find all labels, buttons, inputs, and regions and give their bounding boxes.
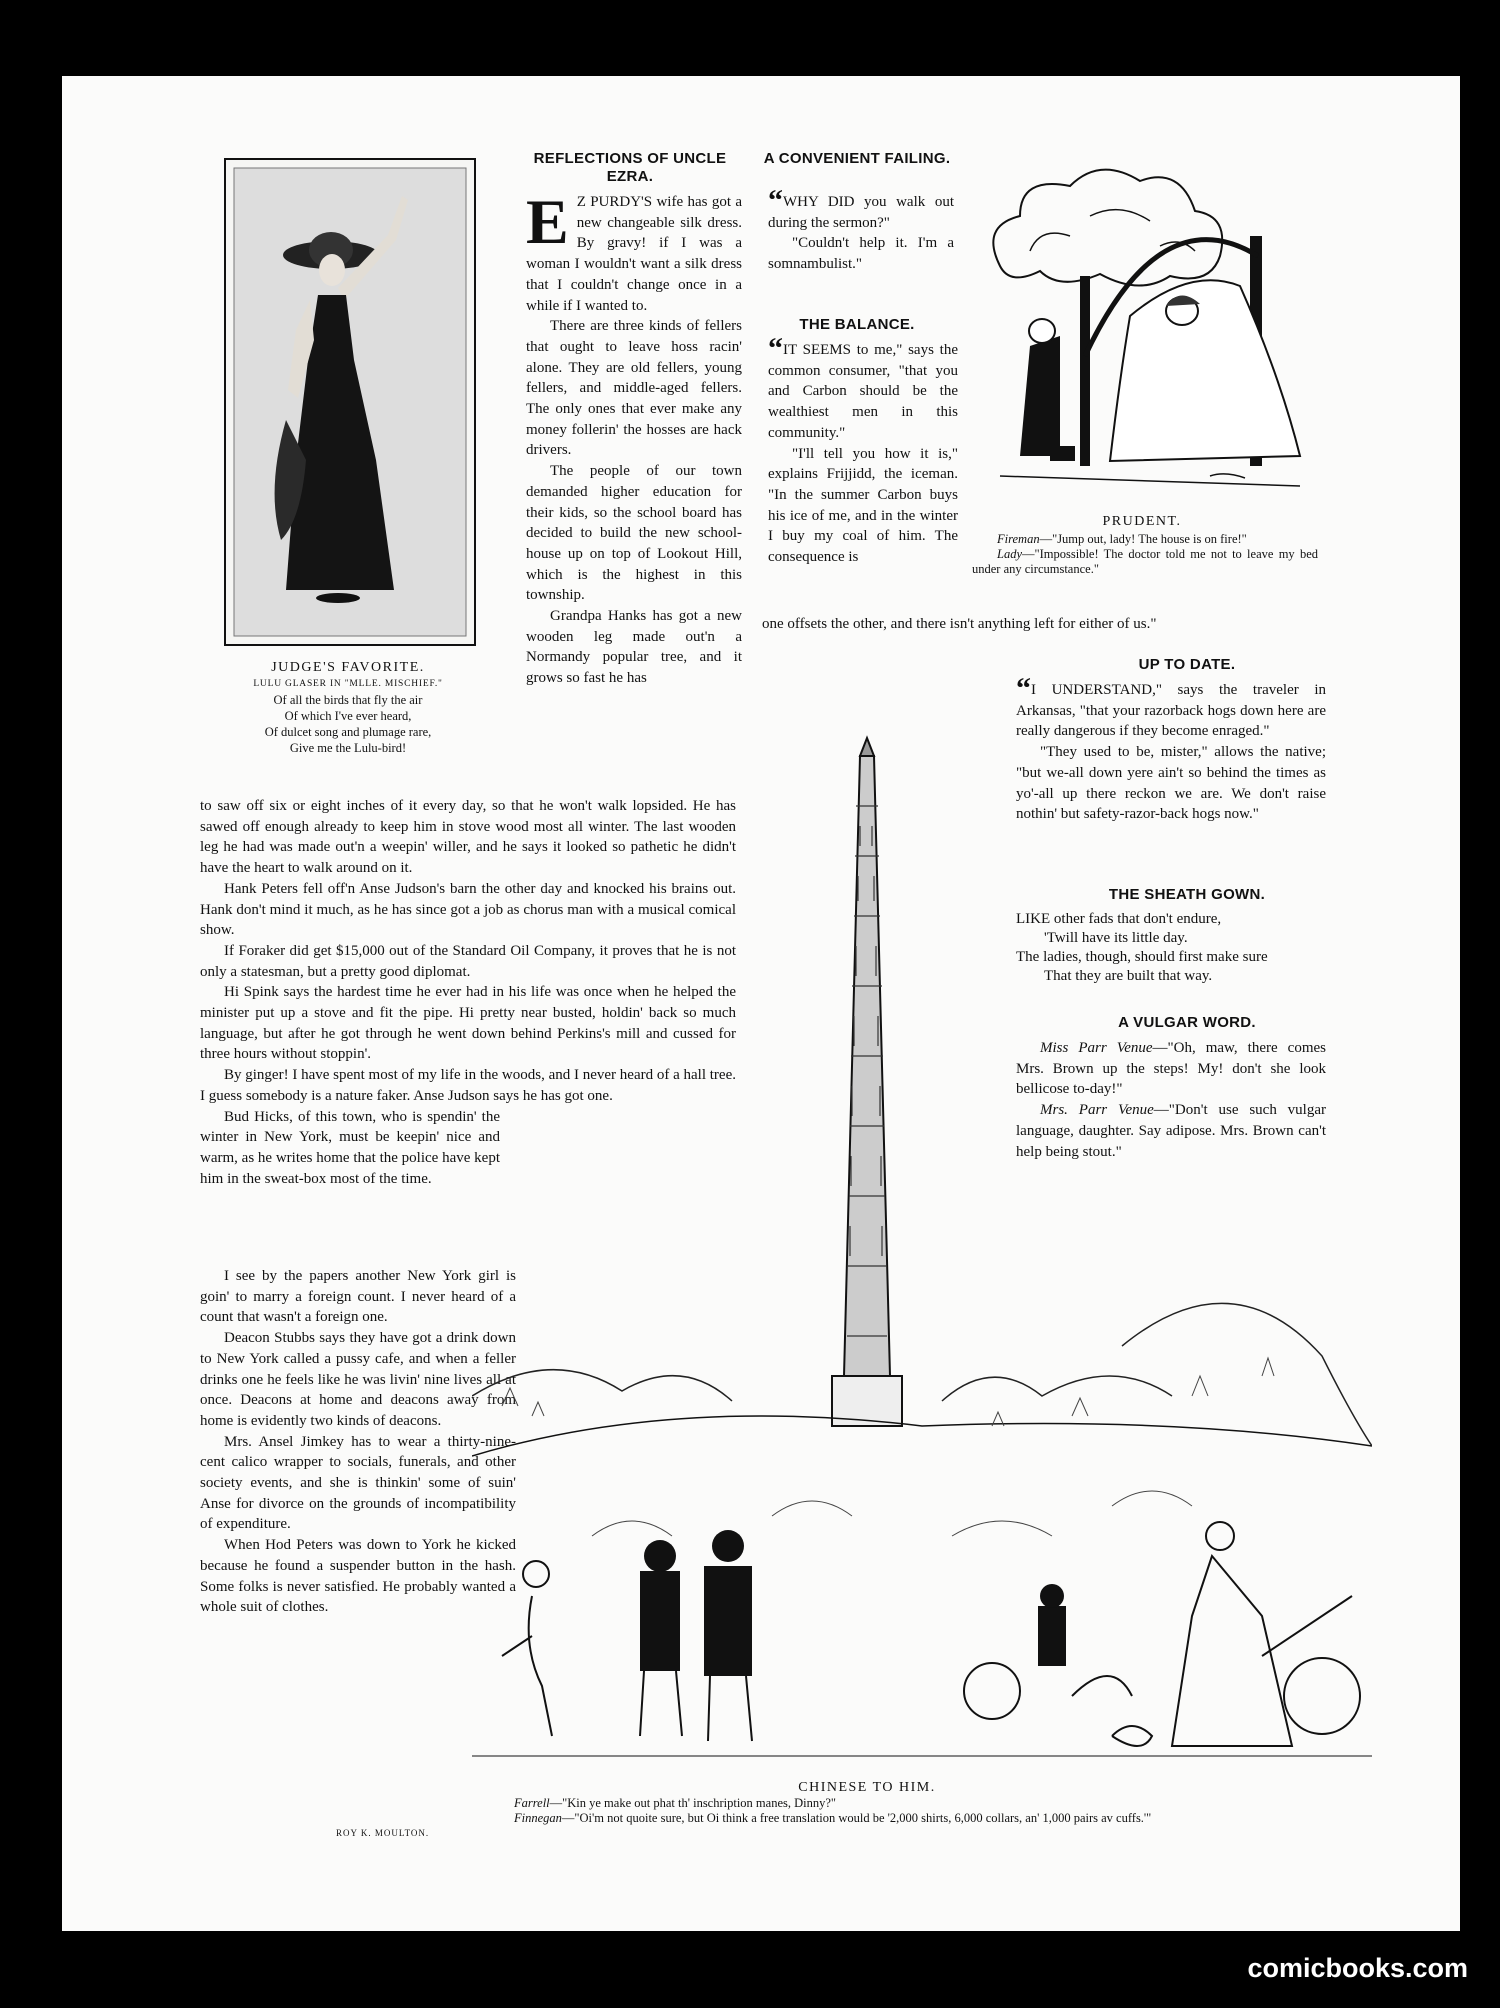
ezra-paragraph: Grandpa Hanks has got a new wooden leg made out'n a Normandy popular tree, and it grows so fast he has <box>526 608 742 687</box>
prudent-speaker: Fireman <box>997 532 1040 546</box>
uptodate-heading: UP TO DATE. <box>1138 656 1236 673</box>
vulgar-heading: A VULGAR WORD. <box>1118 1014 1256 1031</box>
photo-verse-line: Give me the Lulu-bird! <box>289 741 407 755</box>
prudent-caption: Fireman—"Jump out, lady! The house is on fire!" Lady—"Impossible! The doctor told me not to leave my bed under any circumstance." <box>972 532 1318 576</box>
prudent-caption-title: PRUDENT. <box>1102 514 1182 529</box>
ezra-heading: REFLECTIONS OF UNCLE EZRA. <box>533 150 727 185</box>
sheath-line: The ladies, though, should first make sure <box>1016 949 1268 965</box>
uptodate-text <box>1016 672 1326 825</box>
obelisk-illustration <box>472 656 1372 1836</box>
ezra-paragraph: Hank Peters fell off'n Anse Judson's barn the other day and knocked his brains out. Hank don't mind it much, as he has since got a job as chorus man with a musical comical show. <box>200 880 736 939</box>
vulgar-speaker: Miss Parr Venue <box>1040 1040 1153 1056</box>
opening-quote: “ <box>768 184 783 217</box>
vulgar-line: "Don't use such vulgar language, daughter. Say adipose. Mrs. Brown can't help being stout." <box>1016 1102 1327 1160</box>
ezra-paragraph: If Foraker did get $15,000 out of the Standard Oil Company, it proves that he is not only a statesman, but a pretty good diplomat. <box>200 942 736 980</box>
opening-quote: “ <box>768 332 783 365</box>
uptodate-paragraph: I UNDERSTAND," says the traveler in Arkansas, "that your razorback hogs down here are really dangerous if they become enraged." <box>1016 682 1326 740</box>
prudent-line: "Impossible! The doctor told me not to leave my bed under any circumstance." <box>972 547 1318 576</box>
ezra-column-upper <box>526 186 742 689</box>
sheath-verse <box>1016 910 1326 986</box>
sheath-line: 'Twill have its little day. <box>1044 930 1188 946</box>
photo-verse-line: Of all the birds that fly the air <box>273 693 423 707</box>
ezra-paragraph: Hi Spink says the hardest time he ever had in his life was once when he helped the minister put up a stove and fit the pipe. Hi pretty near busted, holdin' back so much language, but after he got through he went down behind Perkins's mill and cussed for three hours without stoppin'. <box>200 984 736 1063</box>
vulgar-speaker: Mrs. Parr Venue <box>1040 1102 1154 1119</box>
photo-caption <box>212 660 484 756</box>
convenient-answer: "Couldn't help it. I'm a somnambulist." <box>768 235 954 273</box>
convenient-question: WHY DID you walk out during the sermon?" <box>768 194 954 231</box>
balance-heading: THE BALANCE. <box>799 316 915 333</box>
balance-paragraph: IT SEEMS to me," says the common consumer, "that you and Carbon should be the wealthiest men in this community." <box>768 342 958 441</box>
convenient-text <box>768 184 954 275</box>
sheath-heading: THE SHEATH GOWN. <box>1108 886 1266 903</box>
ezra-paragraph: The people of our town demanded higher education for their kids, so the school board has decided to build the new school-house up on top of Lookout Hill, which is the highest in this township. <box>526 463 742 604</box>
chinese-caption: Farrell—"Kin ye make out phat th' inschription manes, Dinny?" Finnegan—"Oi'm not quoite sure, but Oi think a free translation would be '2,000 shirts, 6,000 collars, an' 1,000 pairs av cuffs.'" <box>514 1796 1152 1825</box>
prudent-speaker: Lady <box>997 547 1022 561</box>
actress-figure-drawing <box>226 160 474 644</box>
ezra-dropcap: E <box>526 186 569 257</box>
chinese-speaker: Finnegan <box>514 1811 562 1825</box>
photo-verse-line: Of dulcet song and plumage rare, <box>264 725 432 739</box>
actress-photo <box>224 158 476 646</box>
chinese-line: "Kin ye make out phat th' inschription manes, Dinny?" <box>562 1796 837 1810</box>
chinese-line: "Oi'm not quoite sure, but Oi think a free translation would be '2,000 shirts, 6,000 collars, an' 1,000 pairs av cuffs.'" <box>574 1811 1152 1825</box>
chinese-speaker: Farrell <box>514 1796 550 1810</box>
ezra-paragraph: to saw off six or eight inches of it every day, so that he won't walk lopsided. He has sawed off enough already to keep him in stove wood most all winter. The last wooden leg he had was made out'n a weepin' willer, and he says it looked so pathetic he didn't have the heart to walk around on it. <box>200 798 736 877</box>
photo-caption-title: JUDGE'S FAVORITE. <box>271 660 425 675</box>
ezra-paragraph: Deacon Stubbs says they have got a drink down to New York called a pussy cafe, and when a feller drinks one he feels like he was livin' nine lives all at once. Deacons at home and deacons away from home is evidently two kinds of deacons. <box>200 1330 516 1429</box>
sheath-line: That they are built that way. <box>1044 968 1213 984</box>
ezra-paragraph: Bud Hicks, of this town, who is spendin' the winter in New York, must be keepin' nice and warm, as he writes home that the police have kept him in the sweat-box most of the time. <box>200 1108 500 1187</box>
ezra-paragraph: Z PURDY'S wife has got a new changeable silk dress. By gravy! if I was a woman I wouldn't want a silk dress that I couldn't change once in a while if I wanted to. <box>526 194 742 314</box>
prudent-line: "Jump out, lady! The house is on fire!" <box>1052 532 1247 546</box>
ezra-paragraph: By ginger! I have spent most of my life in the woods, and I never heard of a hall tree. I guess somebody is a nature faker. Anse Judson says he has got one. <box>200 1067 736 1104</box>
vulgar-line: "Oh, maw, there comes Mrs. Brown up the steps! My! don't she look bellicose to-day!" <box>1016 1040 1326 1098</box>
ezra-column-narrow <box>200 1266 516 1618</box>
balance-text <box>768 332 958 568</box>
balance-conclusion: one offsets the other, and there isn't anything left for either of us." <box>762 616 1157 632</box>
magazine-page <box>62 76 1460 1931</box>
ezra-paragraph: Mrs. Ansel Jimkey has to wear a thirty-nine-cent calico wrapper to socials, funerals, and other society events, and she is thinkin' some of suin' Anse for divorce on the grounds of incompatibility of expenditure. <box>200 1433 516 1533</box>
photo-verse-line: Of which I've ever heard, <box>284 709 412 723</box>
ezra-paragraph: When Hod Peters was down to York he kicked because he found a suspender button in the hash. Some folks is never satisfied. He probably wanted a whole suit of clothes. <box>200 1537 516 1616</box>
prudent-cartoon <box>980 156 1310 496</box>
uptodate-paragraph: "They used to be, mister," allows the native; "but we-all down yere ain't so behind the times as yo'-all up there reckon we are. We don't raise nothin' but safety-razor-back hogs now." <box>1016 744 1326 823</box>
obelisk-scene-drawing <box>472 656 1372 1836</box>
ezra-paragraph: There are three kinds of fellers that ought to leave hoss racin' alone. They are old fellers, young fellers, and middle-aged fellers. The only ones that ever make any money follerin' the hosses are hack drivers. <box>526 318 742 459</box>
opening-quote: “ <box>1016 672 1031 705</box>
chinese-caption-title: CHINESE TO HIM. <box>798 1780 936 1795</box>
ezra-signature: ROY K. MOULTON. <box>336 1828 430 1838</box>
convenient-heading: A CONVENIENT FAILING. <box>763 150 951 167</box>
site-watermark: comicbooks.com <box>1247 1953 1468 1983</box>
ezra-paragraph: I see by the papers another New York girl is goin' to marry a foreign count. I never heard of a count that wasn't a foreign one. <box>200 1268 516 1326</box>
balance-paragraph: "I'll tell you how it is," explains Frijjidd, the iceman. "In the summer Carbon buys his ice of me, and in the winter I buy my coal of him. The consequence is <box>768 445 958 566</box>
vulgar-text: Miss Parr Venue—"Oh, maw, there comes Mrs. Brown up the steps! My! don't she look bellicose to-day!" Mrs. Parr Venue—"Don't use such vulgar language, daughter. Say adipose. Mrs. Brown can't help being stout." <box>1016 1040 1327 1160</box>
photo-caption-subtitle: LULU GLASER IN "MLLE. MISCHIEF." <box>253 679 443 689</box>
prudent-cartoon-drawing <box>980 156 1310 496</box>
sheath-line: LIKE other fads that don't endure, <box>1016 911 1222 927</box>
